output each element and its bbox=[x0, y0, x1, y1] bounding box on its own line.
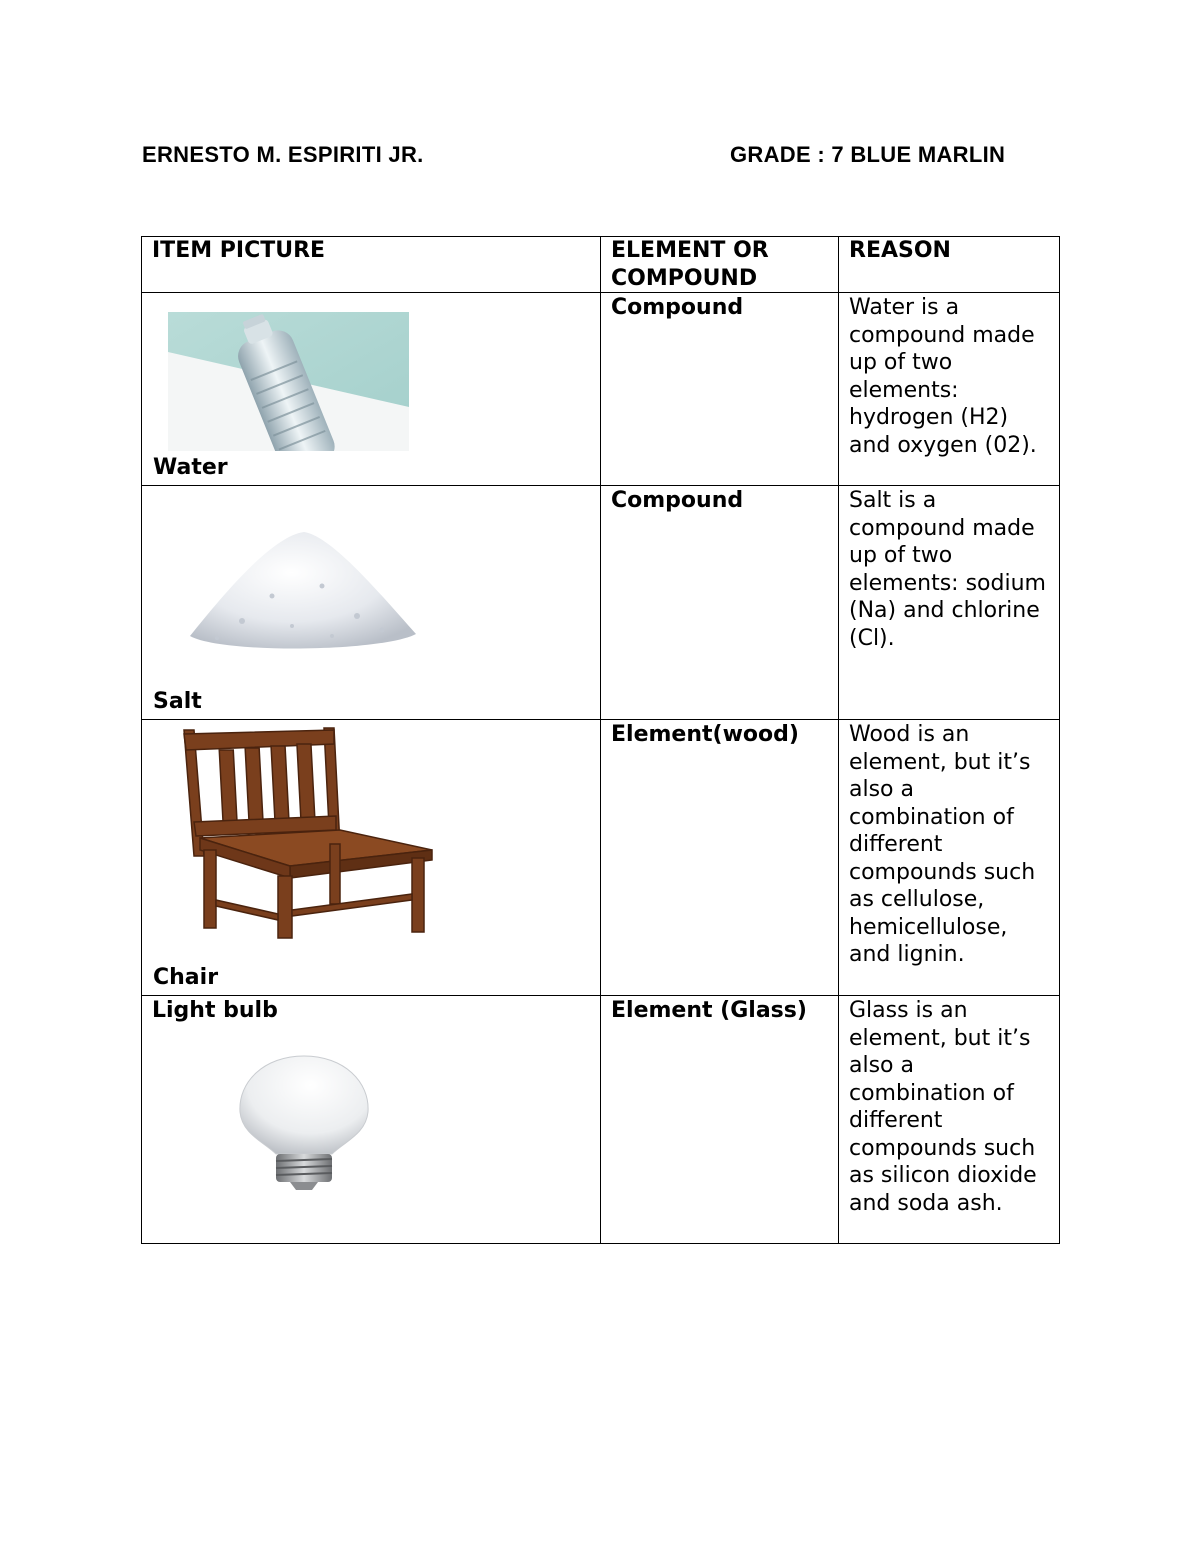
item-picture-cell bbox=[142, 720, 601, 996]
water-bottle-icon bbox=[168, 312, 409, 451]
classification-cell: Element(wood) bbox=[601, 720, 839, 996]
reason-cell: Salt is a compound made up of two elements: sodium (Na) and chlorine (Cl). bbox=[839, 486, 1060, 720]
item-picture-cell bbox=[142, 293, 601, 486]
wooden-chair-icon bbox=[180, 726, 435, 941]
item-name: Salt bbox=[153, 688, 202, 714]
light-bulb-icon bbox=[234, 1054, 374, 1192]
classification-cell: Compound bbox=[601, 486, 839, 720]
student-grade: GRADE : 7 BLUE MARLIN bbox=[730, 142, 1006, 167]
classification-table bbox=[141, 236, 1060, 1244]
table-row bbox=[142, 996, 1060, 1244]
column-header-item-picture: ITEM PICTURE bbox=[142, 237, 601, 293]
table-header-row bbox=[142, 237, 1060, 293]
table-row bbox=[142, 293, 1060, 486]
column-header-reason: REASON bbox=[839, 237, 1060, 293]
reason-cell: Wood is an element, but it’s also a combination of different compounds such as cellulose, hemicellulose, and lignin. bbox=[839, 720, 1060, 996]
student-name: ERNESTO M. ESPIRITI JR. bbox=[142, 142, 424, 167]
classification-cell: Element (Glass) bbox=[601, 996, 839, 1244]
reason-cell: Glass is an element, but it’s also a combination of different compounds such as silicon dioxide and soda ash. bbox=[839, 996, 1060, 1244]
salt-pile-icon bbox=[182, 526, 422, 656]
item-picture-cell bbox=[142, 486, 601, 720]
reason-cell: Water is a compound made up of two elements: hydrogen (H2) and oxygen (02). bbox=[839, 293, 1060, 486]
classification-cell: Compound bbox=[601, 293, 839, 486]
item-name: Light bulb bbox=[152, 998, 278, 1023]
table-row bbox=[142, 486, 1060, 720]
column-header-element-or-compound: ELEMENT OR COMPOUND bbox=[601, 237, 839, 293]
item-name: Chair bbox=[153, 964, 219, 990]
item-picture-cell bbox=[142, 996, 601, 1244]
table-row bbox=[142, 720, 1060, 996]
item-name: Water bbox=[153, 454, 228, 480]
